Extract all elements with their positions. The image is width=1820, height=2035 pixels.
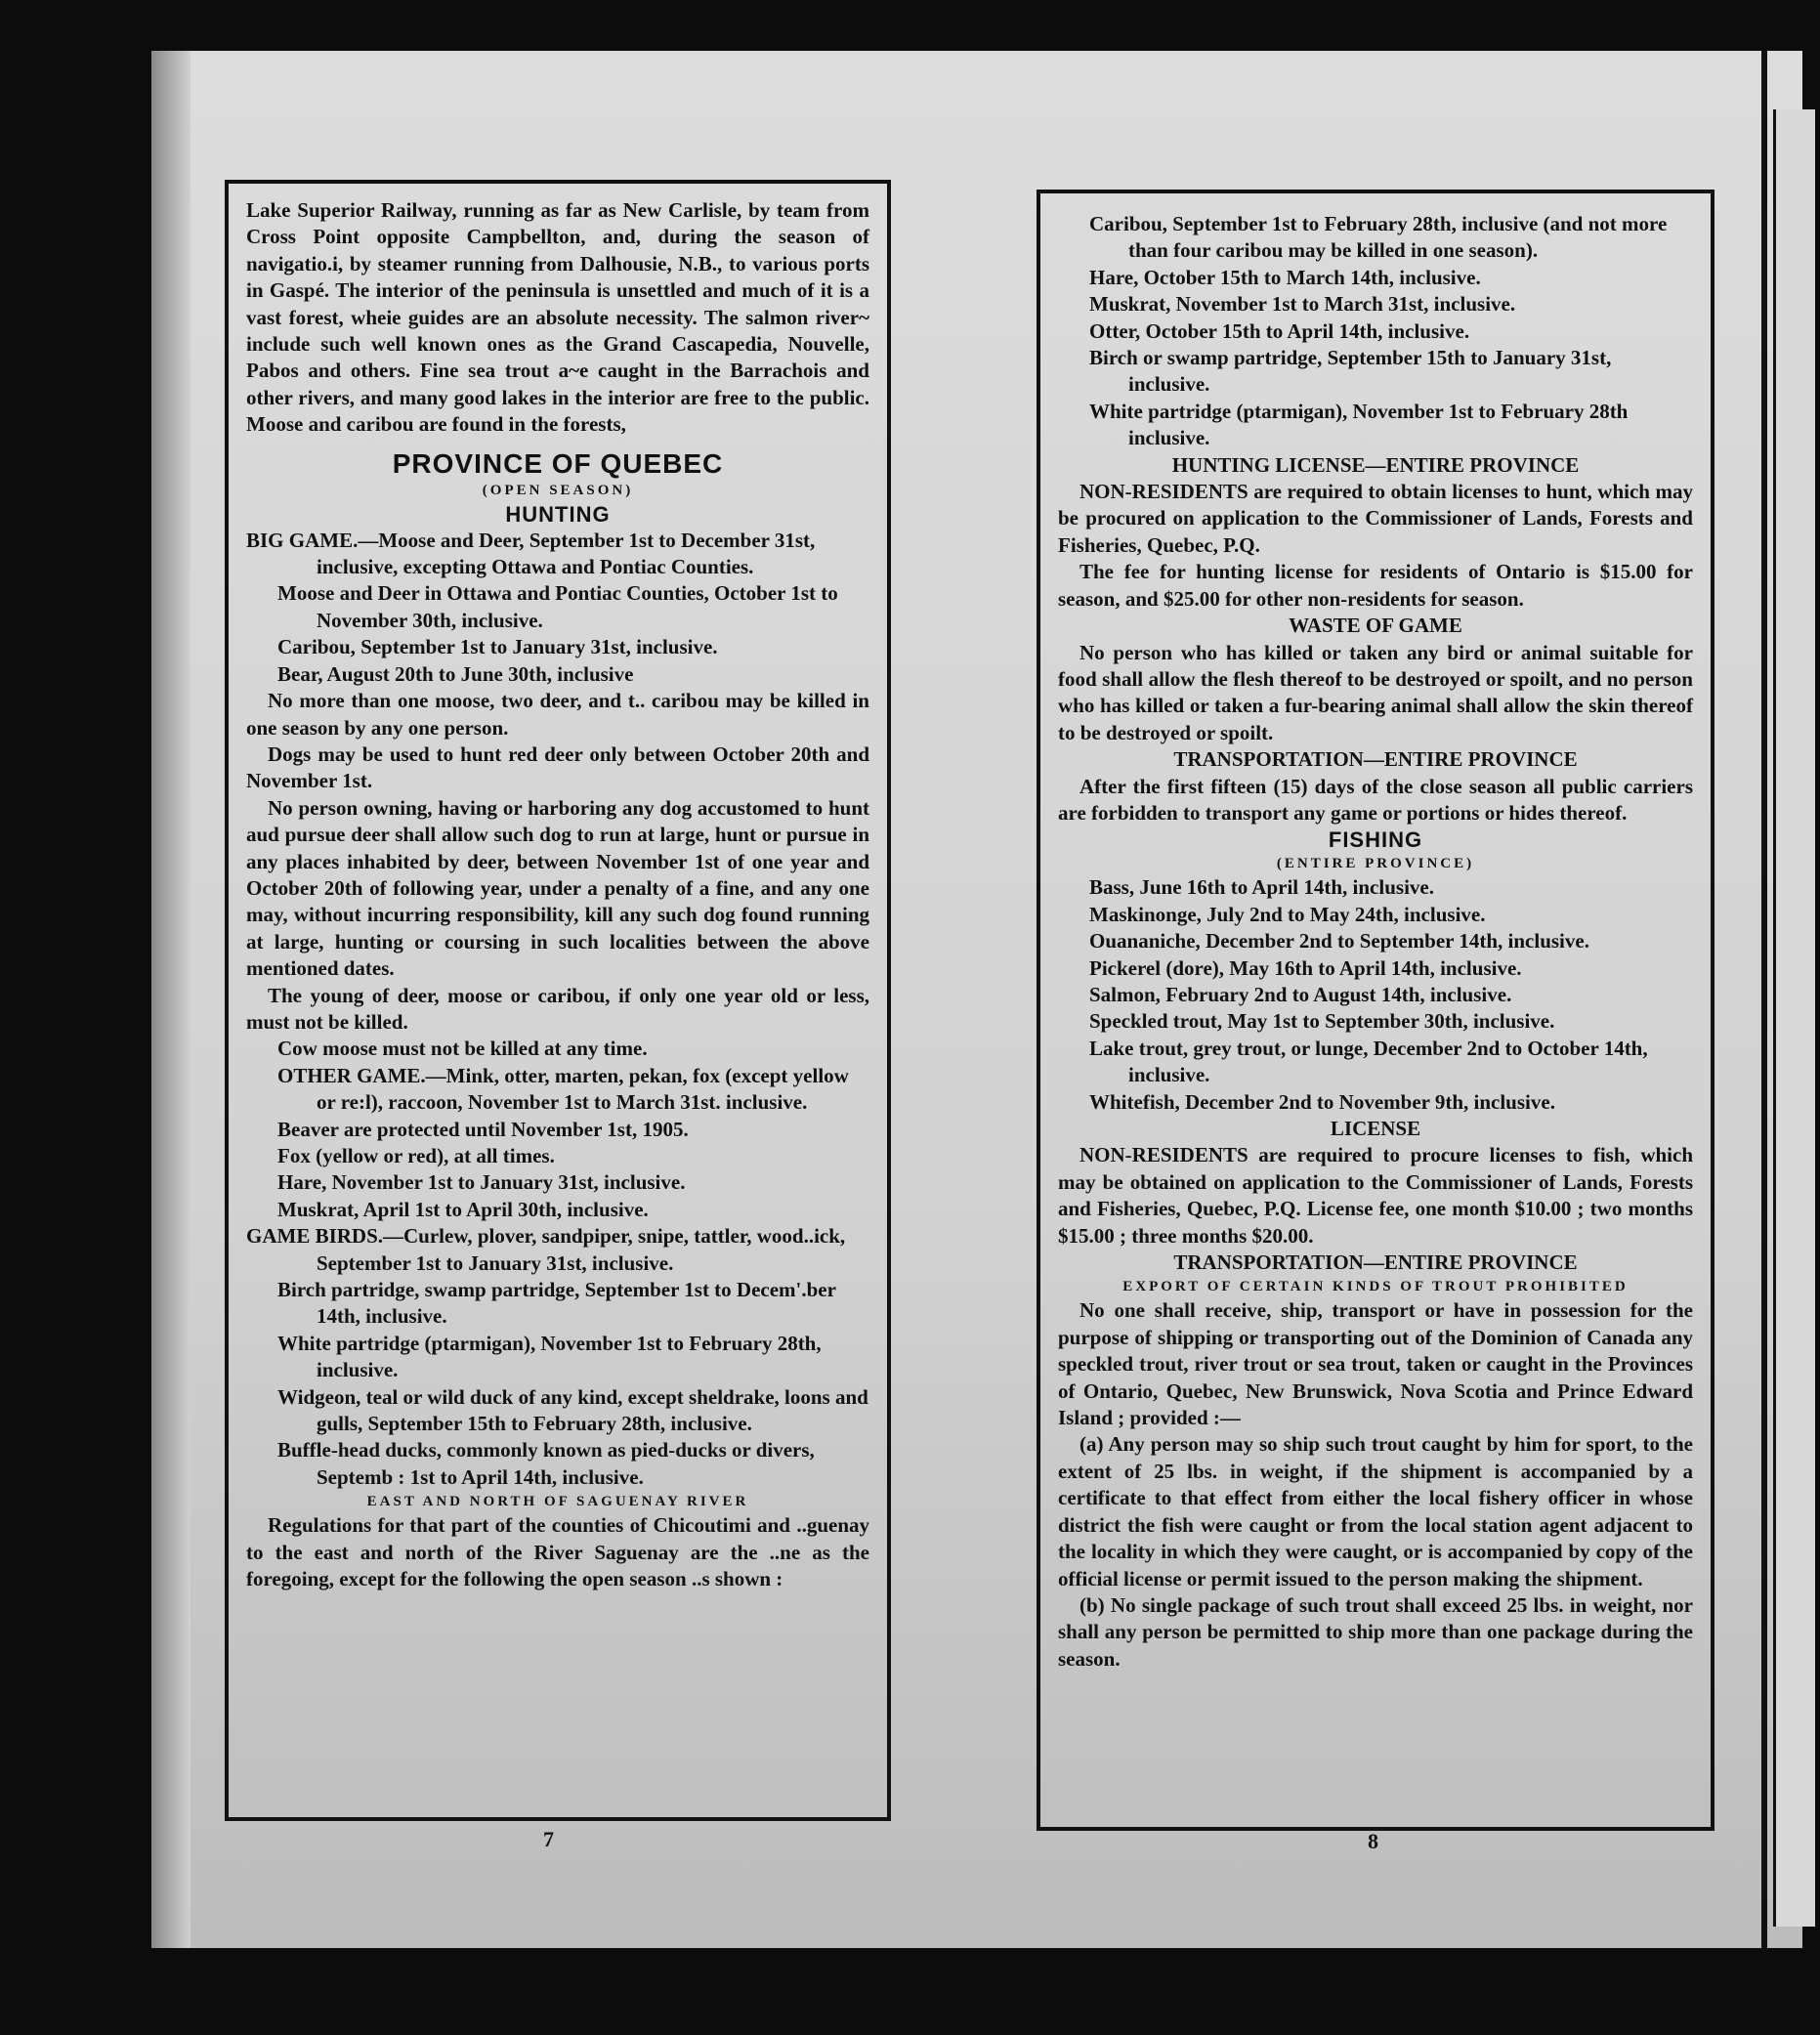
list-item: Caribou, September 1st to January 31st, inclusive.	[277, 635, 718, 659]
right-page-panel	[1037, 190, 1714, 1831]
list-item: Birch partridge, swamp partridge, September 1st to Decem'.ber 14th, inclusive.	[277, 1278, 836, 1329]
list-item: Muskrat, April 1st to April 30th, inclusive.	[277, 1197, 649, 1221]
other-game-paragraph: OTHER GAME.—Mink, otter, marten, pekan, fox (except yellow or re:l), raccoon, November 1st to March 31st. inclusive.	[277, 1063, 849, 1115]
list-item: Beaver are protected until November 1st, 1905.	[277, 1117, 689, 1141]
saguenay-subheading: EAST AND NORTH OF SAGUENAY RIVER	[366, 1494, 749, 1510]
page-number-left: 7	[543, 1827, 554, 1851]
waste-heading: WASTE OF GAME	[1289, 614, 1462, 638]
list-item: Caribou, September 1st to February 28th, inclusive (and not more than four caribou may be killed in one season).	[1089, 212, 1668, 263]
big-game-paragraph: BIG GAME.—Moose and Deer, September 1st to December 31st, inclusive, excepting Ottawa and Pontiac Counties.	[246, 528, 816, 579]
list-item: Lake trout, grey trout, or lunge, December 2nd to October 14th, inclusive.	[1089, 1036, 1648, 1087]
next-page-edge	[1773, 109, 1815, 1927]
page-number-right: 8	[1368, 1829, 1378, 1853]
proviso-a-paragraph: (a) Any person may so ship such trout caught by him for sport, to the extent of 25 lbs. in weight, if the shipment is accompanied by a certificate to that effect from either the local fishery officer in whose district the fish were caught or from the local station agent adjacent to the locality in which they were caught, or is accompanied by copy of the official license or permit issued to the person making the shipment.	[1058, 1432, 1693, 1590]
list-item: Bear, August 20th to June 30th, inclusive	[277, 661, 634, 686]
list-item: Cow moose must not be killed at any time.	[277, 1037, 648, 1061]
list-item: Ouananiche, December 2nd to September 14th, inclusive.	[1089, 929, 1589, 954]
transport-paragraph: After the first fifteen (15) days of the close season all public carriers are forbidden to transport any game or portions or hides thereof.	[1058, 774, 1693, 825]
list-item: Salmon, February 2nd to August 14th, inclusive.	[1089, 982, 1512, 1006]
open-season-subheading: (OPEN SEASON)	[482, 482, 634, 498]
list-item: Hare, October 15th to March 14th, inclusive.	[1089, 265, 1481, 289]
transportation-heading-2: TRANSPORTATION—ENTIRE PROVINCE	[1173, 1251, 1578, 1275]
intro-paragraph: Lake Superior Railway, running as far as New Carlisle, by team from Cross Point opposite Campbellton, and, during the season of navigatio.i, by steamer running from Dalhousie, N.B., to various ports in Gaspé. The interior of the peninsula is unsettled and much of it is a vast forest, wheie guides are an absolute necessity. The salmon river~ include such well known ones as the Grand Cascapedia, Nouvelle, Pabos and others. Fine sea trout a~e caught in the Barrachois and other rivers, and many good lakes in the interior are free to the public. Moose and caribou are found in the forests,	[246, 198, 869, 437]
fishing-license-paragraph: NON-RESIDENTS are required to procure licenses to fish, which may be obtained on application to the Commissioner of Lands, Forests and Fisheries, Quebec, P.Q. License fee, one month $10.00 ; two months $15.00 ; three months $20.00.	[1058, 1143, 1693, 1248]
license-heading: LICENSE	[1330, 1117, 1421, 1140]
list-item: White partridge (ptarmigan), November 1st to February 28th, inclusive.	[277, 1331, 822, 1382]
export-subheading: EXPORT OF CERTAIN KINDS OF TROUT PROHIBITED	[1122, 1279, 1629, 1295]
hunting-license-heading: HUNTING LICENSE—ENTIRE PROVINCE	[1171, 452, 1580, 477]
list-item: White partridge (ptarmigan), November 1st to February 28th inclusive.	[1089, 399, 1629, 450]
list-item: Muskrat, November 1st to March 31st, inclusive.	[1089, 292, 1516, 317]
list-item: Otter, October 15th to April 14th, inclusive.	[1089, 318, 1470, 343]
fee-paragraph: The fee for hunting license for residents of Ontario is $15.00 for season, and $25.00 for other non-residents for season.	[1058, 560, 1693, 611]
left-page-panel	[225, 180, 891, 1821]
list-item: Moose and Deer in Ottawa and Pontiac Counties, October 1st to November 30th, inclusive.	[277, 581, 838, 632]
export-paragraph: No one shall receive, ship, transport or have in possession for the purpose of shipping or transporting out of the Dominion of Canada any speckled trout, river trout or sea trout, taken or caught in the Provinces of Ontario, Quebec, New Brunswick, Nova Scotia and Prince Edward Island ; provided :—	[1058, 1298, 1693, 1430]
hunting-heading: HUNTING	[505, 501, 611, 527]
list-item: No more than one moose, two deer, and t.. caribou may be killed in one season by any one person.	[246, 689, 869, 740]
list-item: Birch or swamp partridge, September 15th to January 31st, inclusive.	[1089, 346, 1612, 397]
list-item: Hare, November 1st to January 31st, inclusive.	[277, 1170, 686, 1195]
dog-paragraph: No person owning, having or harboring any dog accustomed to hunt aud pursue deer shall allow such dog to run at large, hunt or pursue in any places inhabited by deer, between November 1st of one year and October 20th of following year, under a penalty of a fine, and any one may, without incurring responsibility, kill any such dog found running at large, hunting or coursing in such localities between the above mentioned dates.	[246, 795, 869, 981]
proviso-b-paragraph: (b) No single package of such trout shall exceed 25 lbs. in weight, nor shall any person be permitted to ship more than one package during the season.	[1058, 1592, 1693, 1671]
waste-paragraph: No person who has killed or taken any bird or animal suitable for food shall allow the flesh thereof to be destroyed or spoilt, and no person who has killed or taken a fur-bearing animal shall allow the skin thereof to be destroyed or spoilt.	[1058, 640, 1693, 744]
list-item: Pickerel (dore), May 16th to April 14th, inclusive.	[1089, 955, 1522, 980]
saguenay-paragraph: Regulations for that part of the counties of Chicoutimi and ..guenay to the east and north of the River Saguenay are the ..ne as the foregoing, except for the following the open season ..s shown :	[246, 1513, 869, 1591]
list-item: Bass, June 16th to April 14th, inclusive.	[1089, 875, 1434, 900]
list-item: Dogs may be used to hunt red deer only between October 20th and November 1st.	[246, 742, 869, 793]
license-paragraph: NON-RESIDENTS are required to obtain licenses to hunt, which may be procured on application to the Commissioner of Lands, Forests and Fisheries, Quebec, P.Q.	[1058, 480, 1693, 557]
list-item: Widgeon, teal or wild duck of any kind, except sheldrake, loons and gulls, September 15th to February 28th, inclusive.	[277, 1384, 868, 1436]
list-item: The young of deer, moose or caribou, if only one year old or less, must not be killed.	[246, 983, 869, 1034]
list-item: Maskinonge, July 2nd to May 24th, inclusive.	[1089, 902, 1486, 926]
province-heading: PROVINCE OF QUEBEC	[392, 447, 724, 479]
transportation-heading: TRANSPORTATION—ENTIRE PROVINCE	[1173, 747, 1578, 772]
list-item: Fox (yellow or red), at all times.	[277, 1144, 555, 1167]
list-item: Whitefish, December 2nd to November 9th, inclusive.	[1089, 1089, 1555, 1114]
page-gutter	[1761, 51, 1767, 1948]
fishing-heading: FISHING	[1328, 827, 1423, 853]
page-shadow	[151, 51, 190, 1948]
entire-province-subheading: (ENTIRE PROVINCE)	[1276, 856, 1475, 872]
game-birds-paragraph: GAME BIRDS.—Curlew, plover, sandpiper, snipe, tattler, wood..ick, September 1st to January 31st, inclusive.	[246, 1224, 846, 1275]
list-item: Buffle-head ducks, commonly known as pied-ducks or divers, Septemb : 1st to April 14th, inclusive.	[277, 1438, 815, 1489]
list-item: Speckled trout, May 1st to September 30th, inclusive.	[1089, 1009, 1555, 1034]
